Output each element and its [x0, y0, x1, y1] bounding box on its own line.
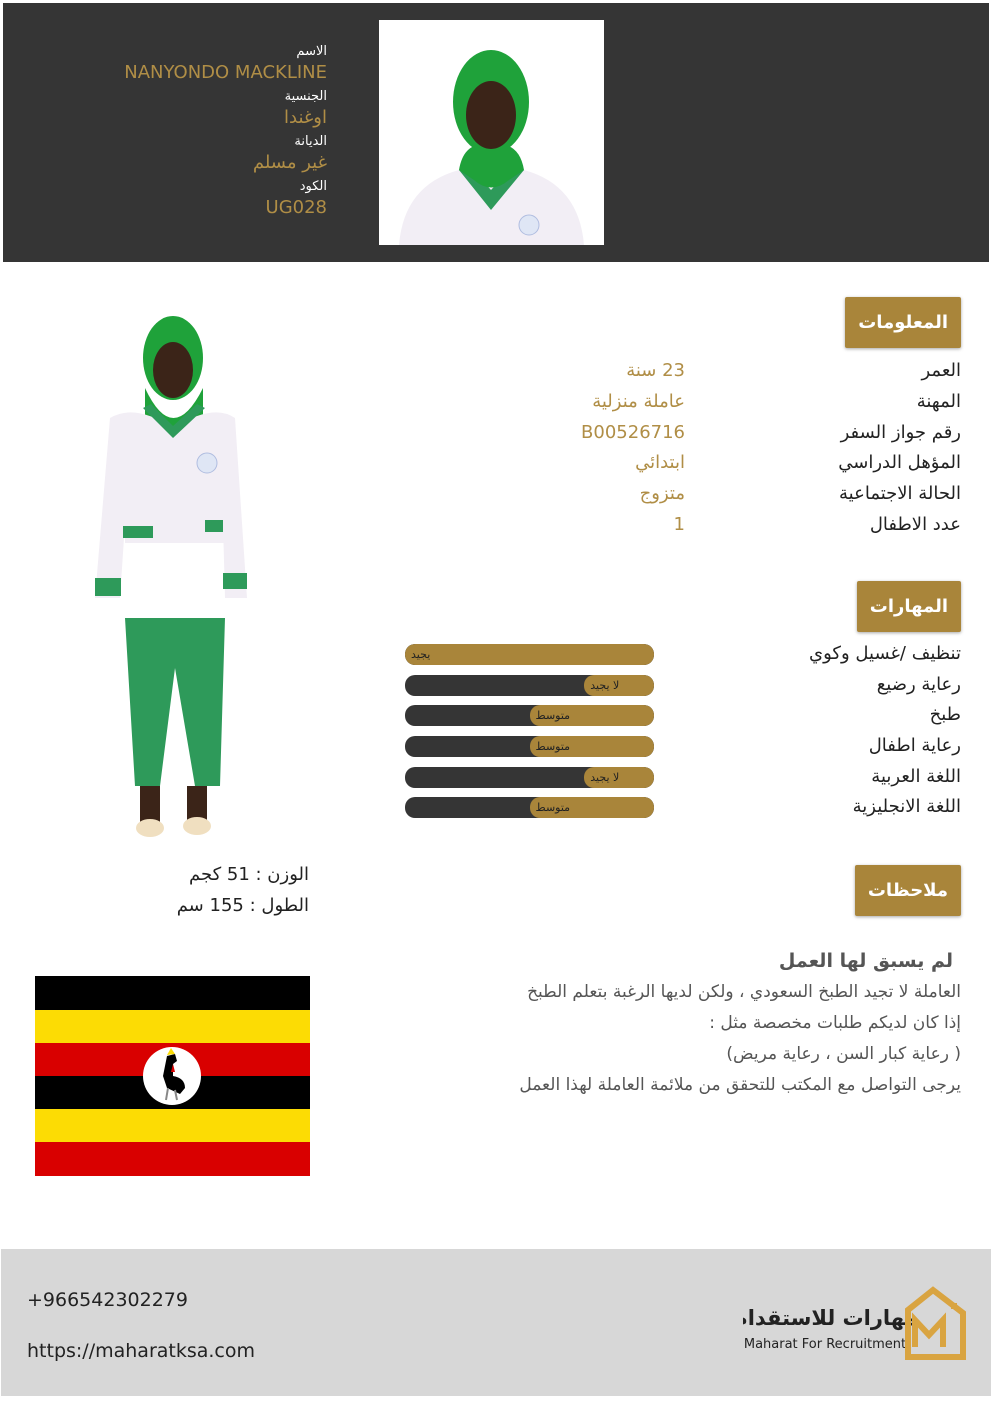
website-link[interactable]: https://maharatksa.com: [27, 1340, 256, 1362]
skill-level: متوسط: [535, 709, 571, 722]
name-value: NANYONDO MACKLINE: [124, 62, 327, 83]
notes-body: [421, 946, 961, 1101]
skill-bar: [405, 797, 654, 818]
skill-bar: [405, 767, 654, 788]
info-label: المؤهل الدراسي: [838, 452, 961, 473]
info-row-passport: [306, 422, 961, 453]
nationality-label: الجنسية: [284, 89, 327, 104]
skill-label: طبخ: [929, 704, 961, 725]
skill-level: يجيد: [411, 648, 431, 661]
code-label: الكود: [299, 179, 327, 194]
info-value: B00526716: [581, 422, 685, 443]
skill-fill: [405, 644, 654, 665]
skill-row: [405, 762, 961, 793]
skill-row: [405, 639, 961, 670]
info-label: عدد الاطفال: [869, 514, 961, 535]
religion-value: غير مسلم: [252, 152, 327, 173]
skill-level: لا يجيد: [590, 679, 620, 692]
portrait-photo: [379, 20, 604, 245]
phone-number: +966542302279: [27, 1289, 188, 1311]
logo-english-text: Maharat For Recruitment: [743, 1337, 907, 1352]
religion-label: الديانة: [294, 134, 327, 149]
note-line: إذا كان لديكم طلبات مخصصة مثل :: [709, 1013, 961, 1033]
height-text: الطول : 155 سم: [176, 895, 309, 916]
note-line: ( رعاية كبار السن ، رعاية مريض): [726, 1044, 961, 1064]
note-line: يرجى التواصل مع المكتب للتحقق من ملائمة العاملة لهذا العمل: [519, 1075, 961, 1095]
info-label: العمر: [921, 360, 961, 381]
info-section-title: المعلومات: [845, 297, 961, 348]
info-label: رقم جواز السفر: [840, 422, 961, 443]
code-value: UG028: [265, 197, 327, 218]
skill-fill: [584, 767, 654, 788]
info-value: 1: [673, 514, 685, 535]
skill-label: رعاية رضيع: [876, 674, 961, 695]
skill-fill: [530, 797, 655, 818]
skill-level: لا يجيد: [590, 771, 620, 784]
skill-fill: [530, 705, 655, 726]
uganda-flag-icon: [35, 976, 310, 1176]
info-value: متزوج: [639, 483, 685, 504]
skill-row: [405, 792, 961, 823]
skill-level: متوسط: [535, 801, 571, 814]
skill-row: [405, 731, 961, 762]
skill-label: اللغة الانجليزية: [852, 796, 961, 817]
info-row-profession: [306, 391, 961, 422]
info-row-children: [306, 514, 961, 545]
header-fields: [124, 41, 327, 221]
skill-bar: [405, 644, 654, 665]
skill-fill: [530, 736, 655, 757]
nationality-value: اوغندا: [284, 107, 327, 128]
maharat-logo: [743, 1285, 968, 1360]
full-body-photo: [75, 308, 265, 856]
notes-section-title: ملاحظات: [855, 865, 961, 916]
skills-section-title: المهارات: [857, 581, 961, 632]
skill-fill: [584, 675, 654, 696]
info-value: ابتدائي: [635, 452, 685, 473]
skill-row: [405, 700, 961, 731]
info-value: 23 سنة: [626, 360, 685, 381]
skill-row: [405, 670, 961, 701]
info-value: عاملة منزلية: [592, 391, 685, 412]
notes-heading: لم يسبق لها العمل: [778, 950, 953, 972]
skill-label: تنظيف /غسيل وكوي: [809, 643, 961, 664]
logo-arabic-text: مهارات للاستقدام: [743, 1306, 918, 1330]
skill-label: رعاية اطفال: [868, 735, 961, 756]
skill-level: متوسط: [535, 740, 571, 753]
note-line: العاملة لا تجيد الطبخ السعودي ، ولكن لديها الرغبة بتعلم الطبخ: [527, 982, 961, 1002]
info-row-age: [306, 360, 961, 391]
skill-bar: [405, 705, 654, 726]
skill-bar: [405, 675, 654, 696]
skill-bar: [405, 736, 654, 757]
info-row-education: [306, 452, 961, 483]
info-label: الحالة الاجتماعية: [839, 483, 961, 504]
info-row-marital-status: [306, 483, 961, 514]
weight-text: الوزن : 51 كجم: [189, 864, 309, 885]
skill-label: اللغة العربية: [871, 766, 961, 787]
info-label: المهنة: [916, 391, 961, 412]
name-label: الاسم: [296, 44, 327, 59]
